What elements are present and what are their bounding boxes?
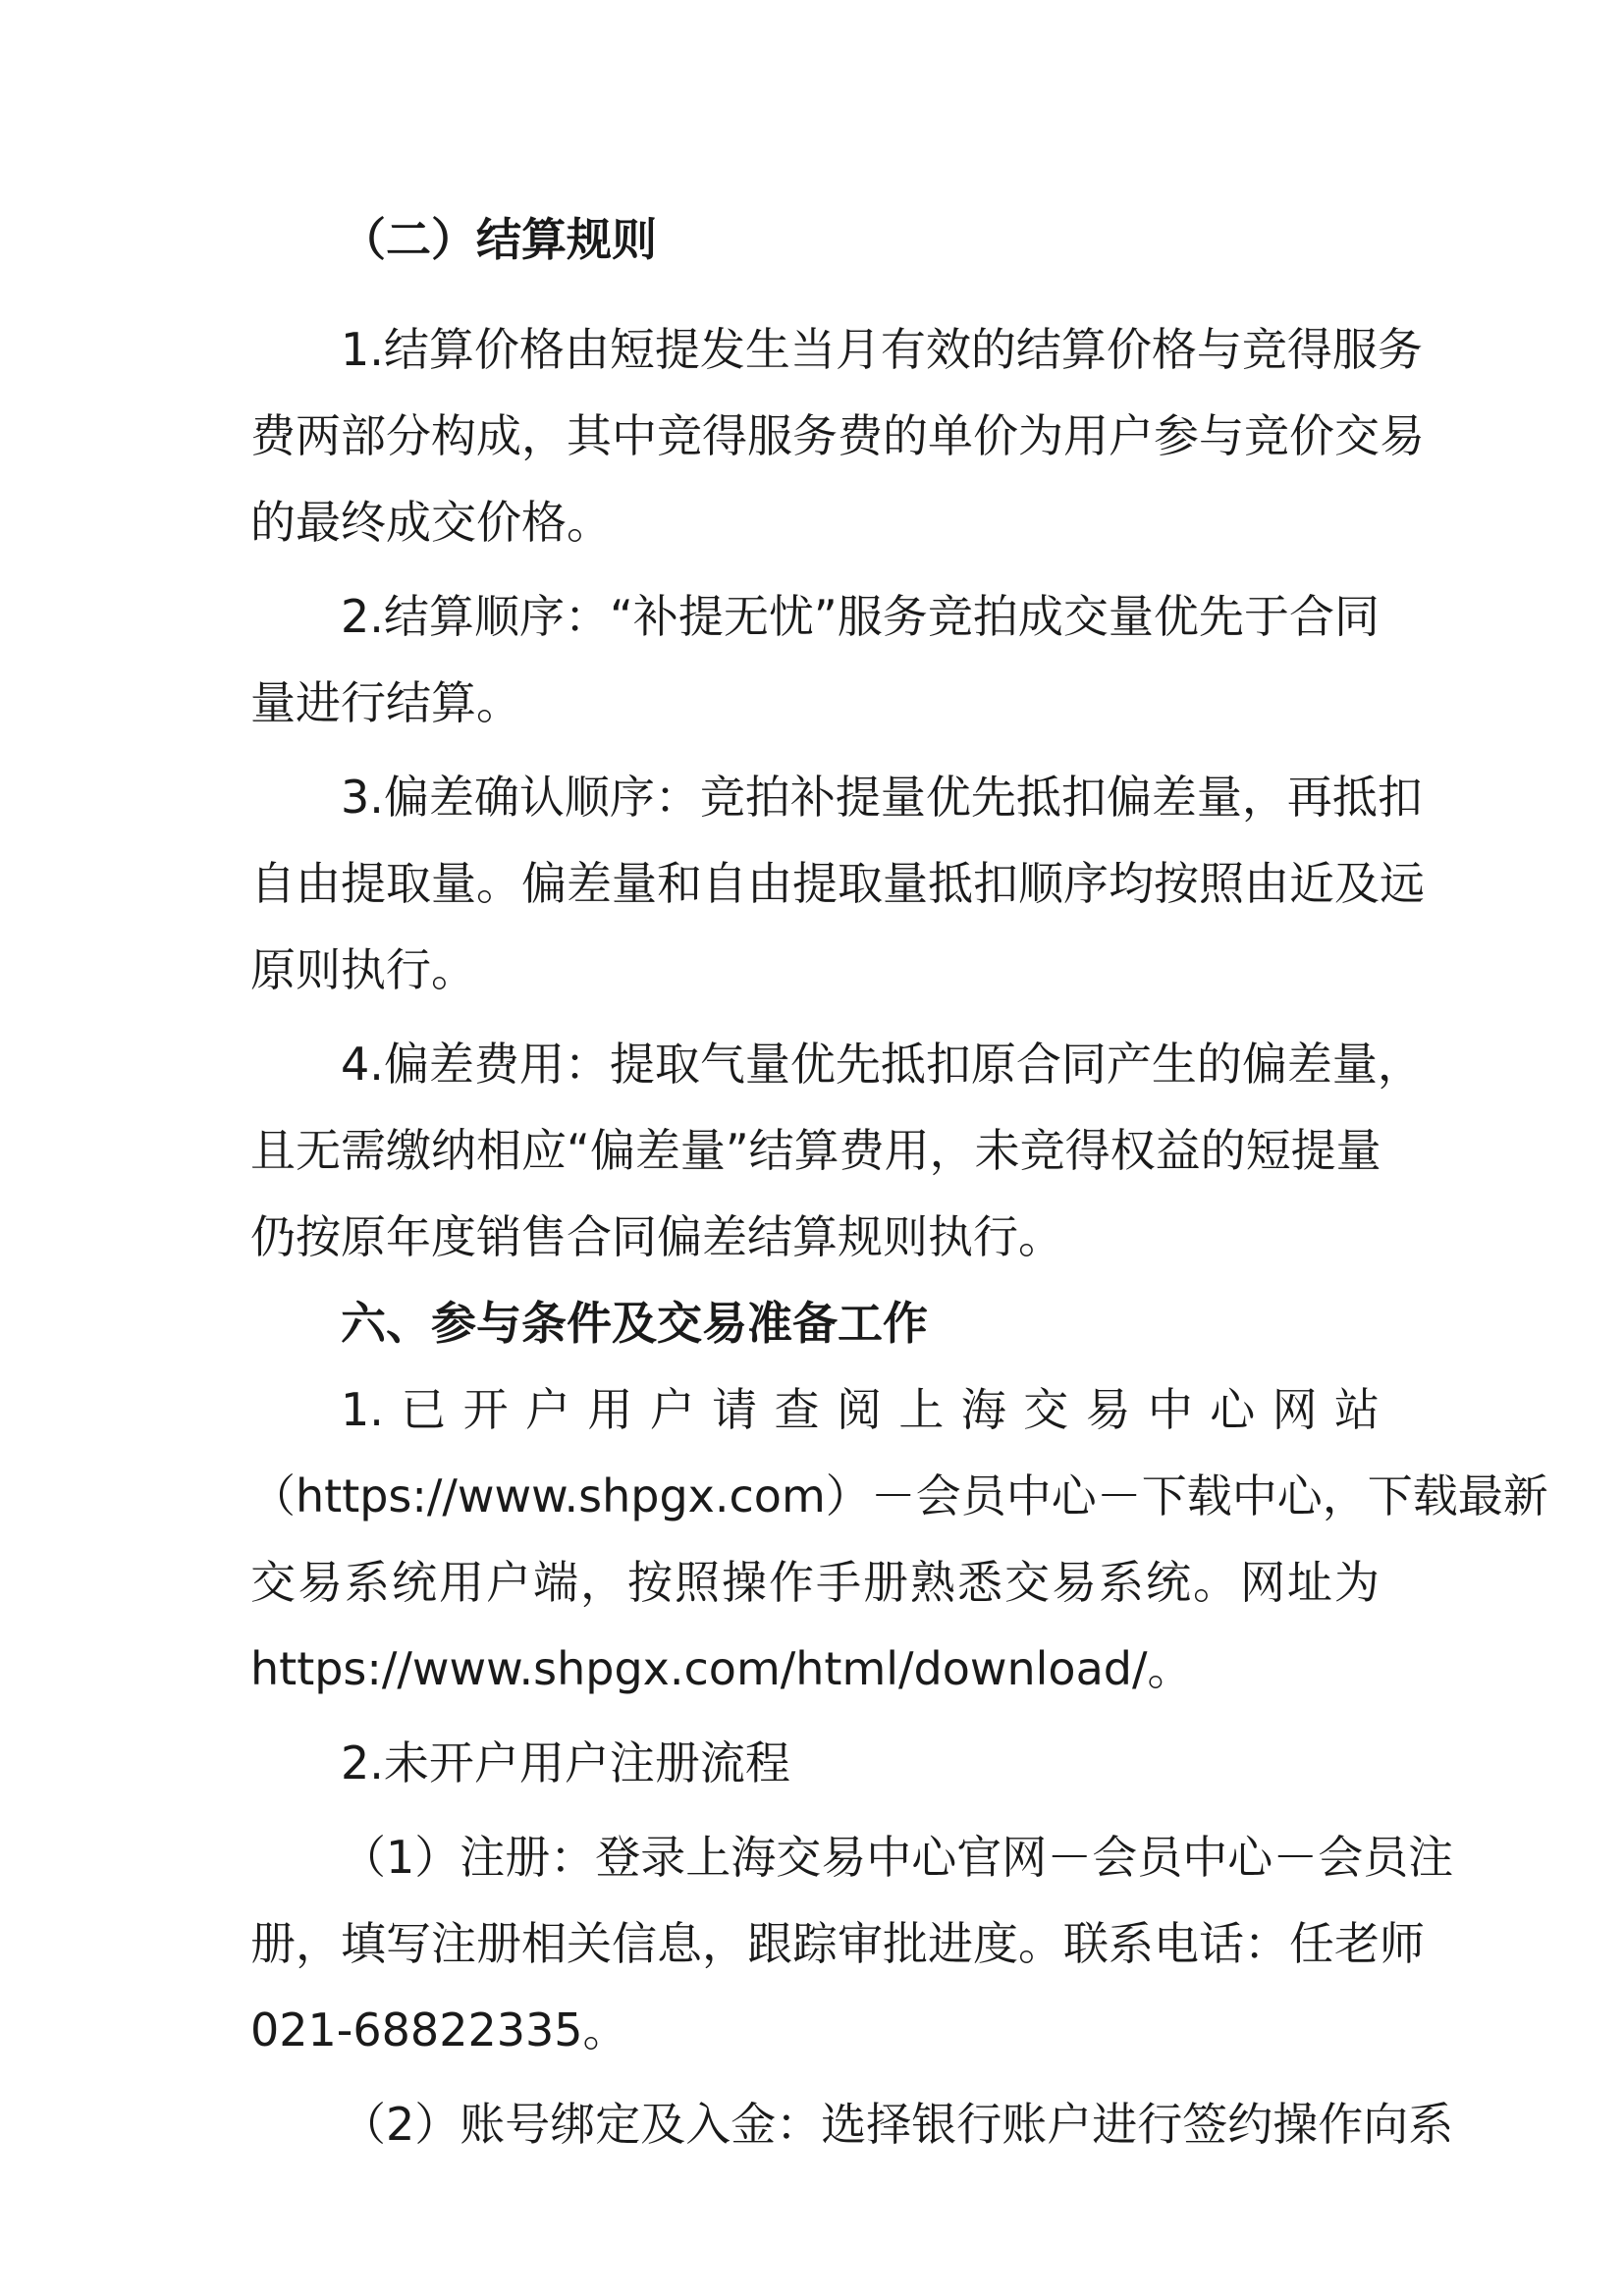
paragraph-line: 原则执行。 bbox=[250, 943, 476, 996]
paragraph-line: 1.结算价格由短提发生当月有效的结算价格与竞得服务 bbox=[341, 323, 1423, 376]
paragraph-line: 的最终成交价格。 bbox=[250, 496, 612, 549]
paragraph-line: （1）注册：登录上海交易中心官网－会员中心－会员注 bbox=[341, 1831, 1454, 1884]
subsection-title: 2.未开户用户注册流程 bbox=[341, 1736, 790, 1789]
paragraph-line: 1.已开户用户请查阅上海交易中心网站 bbox=[341, 1383, 1380, 1436]
paragraph-line: 4.偏差费用：提取气量优先抵扣原合同产生的偏差量， bbox=[341, 1038, 1423, 1091]
download-url: https://www.shpgx.com/html/download/。 bbox=[250, 1642, 1193, 1695]
paragraph-line: 3.偏差确认顺序：竞拍补提量优先抵扣偏差量，再抵扣 bbox=[341, 771, 1423, 824]
paragraph-line: 费两部分构成，其中竞得服务费的单价为用户参与竞价交易 bbox=[250, 409, 1425, 462]
paragraph-line: （https://www.shpgx.com）－会员中心－下载中心，下载最新 bbox=[250, 1469, 1548, 1522]
paragraph-line: 且无需缴纳相应“偏差量”结算费用，未竞得权益的短提量 bbox=[250, 1124, 1381, 1177]
paragraph-line: 交易系统用户端，按照操作手册熟悉交易系统。网址为 bbox=[250, 1556, 1380, 1609]
paragraph-line: 仍按原年度销售合同偏差结算规则执行。 bbox=[250, 1210, 1063, 1263]
paragraph-line: 量进行结算。 bbox=[250, 676, 521, 729]
paragraph-line: 自由提取量。偏差量和自由提取量抵扣顺序均按照由近及远 bbox=[250, 857, 1425, 910]
paragraph-line: 册，填写注册相关信息，跟踪审批进度。联系电话：任老师 bbox=[250, 1917, 1425, 1970]
contact-phone: 021-68822335。 bbox=[250, 2003, 628, 2056]
document-body bbox=[250, 196, 1548, 2167]
paragraph-line: 2.结算顺序：“补提无忧”服务竞拍成交量优先于合同 bbox=[341, 590, 1380, 643]
section-heading-participation: 六、参与条件及交易准备工作 bbox=[341, 1297, 928, 1350]
paragraph-line: （2）账号绑定及入金：选择银行账户进行签约操作向系 bbox=[341, 2098, 1454, 2151]
section-heading-settlement: （二）结算规则 bbox=[341, 213, 657, 266]
